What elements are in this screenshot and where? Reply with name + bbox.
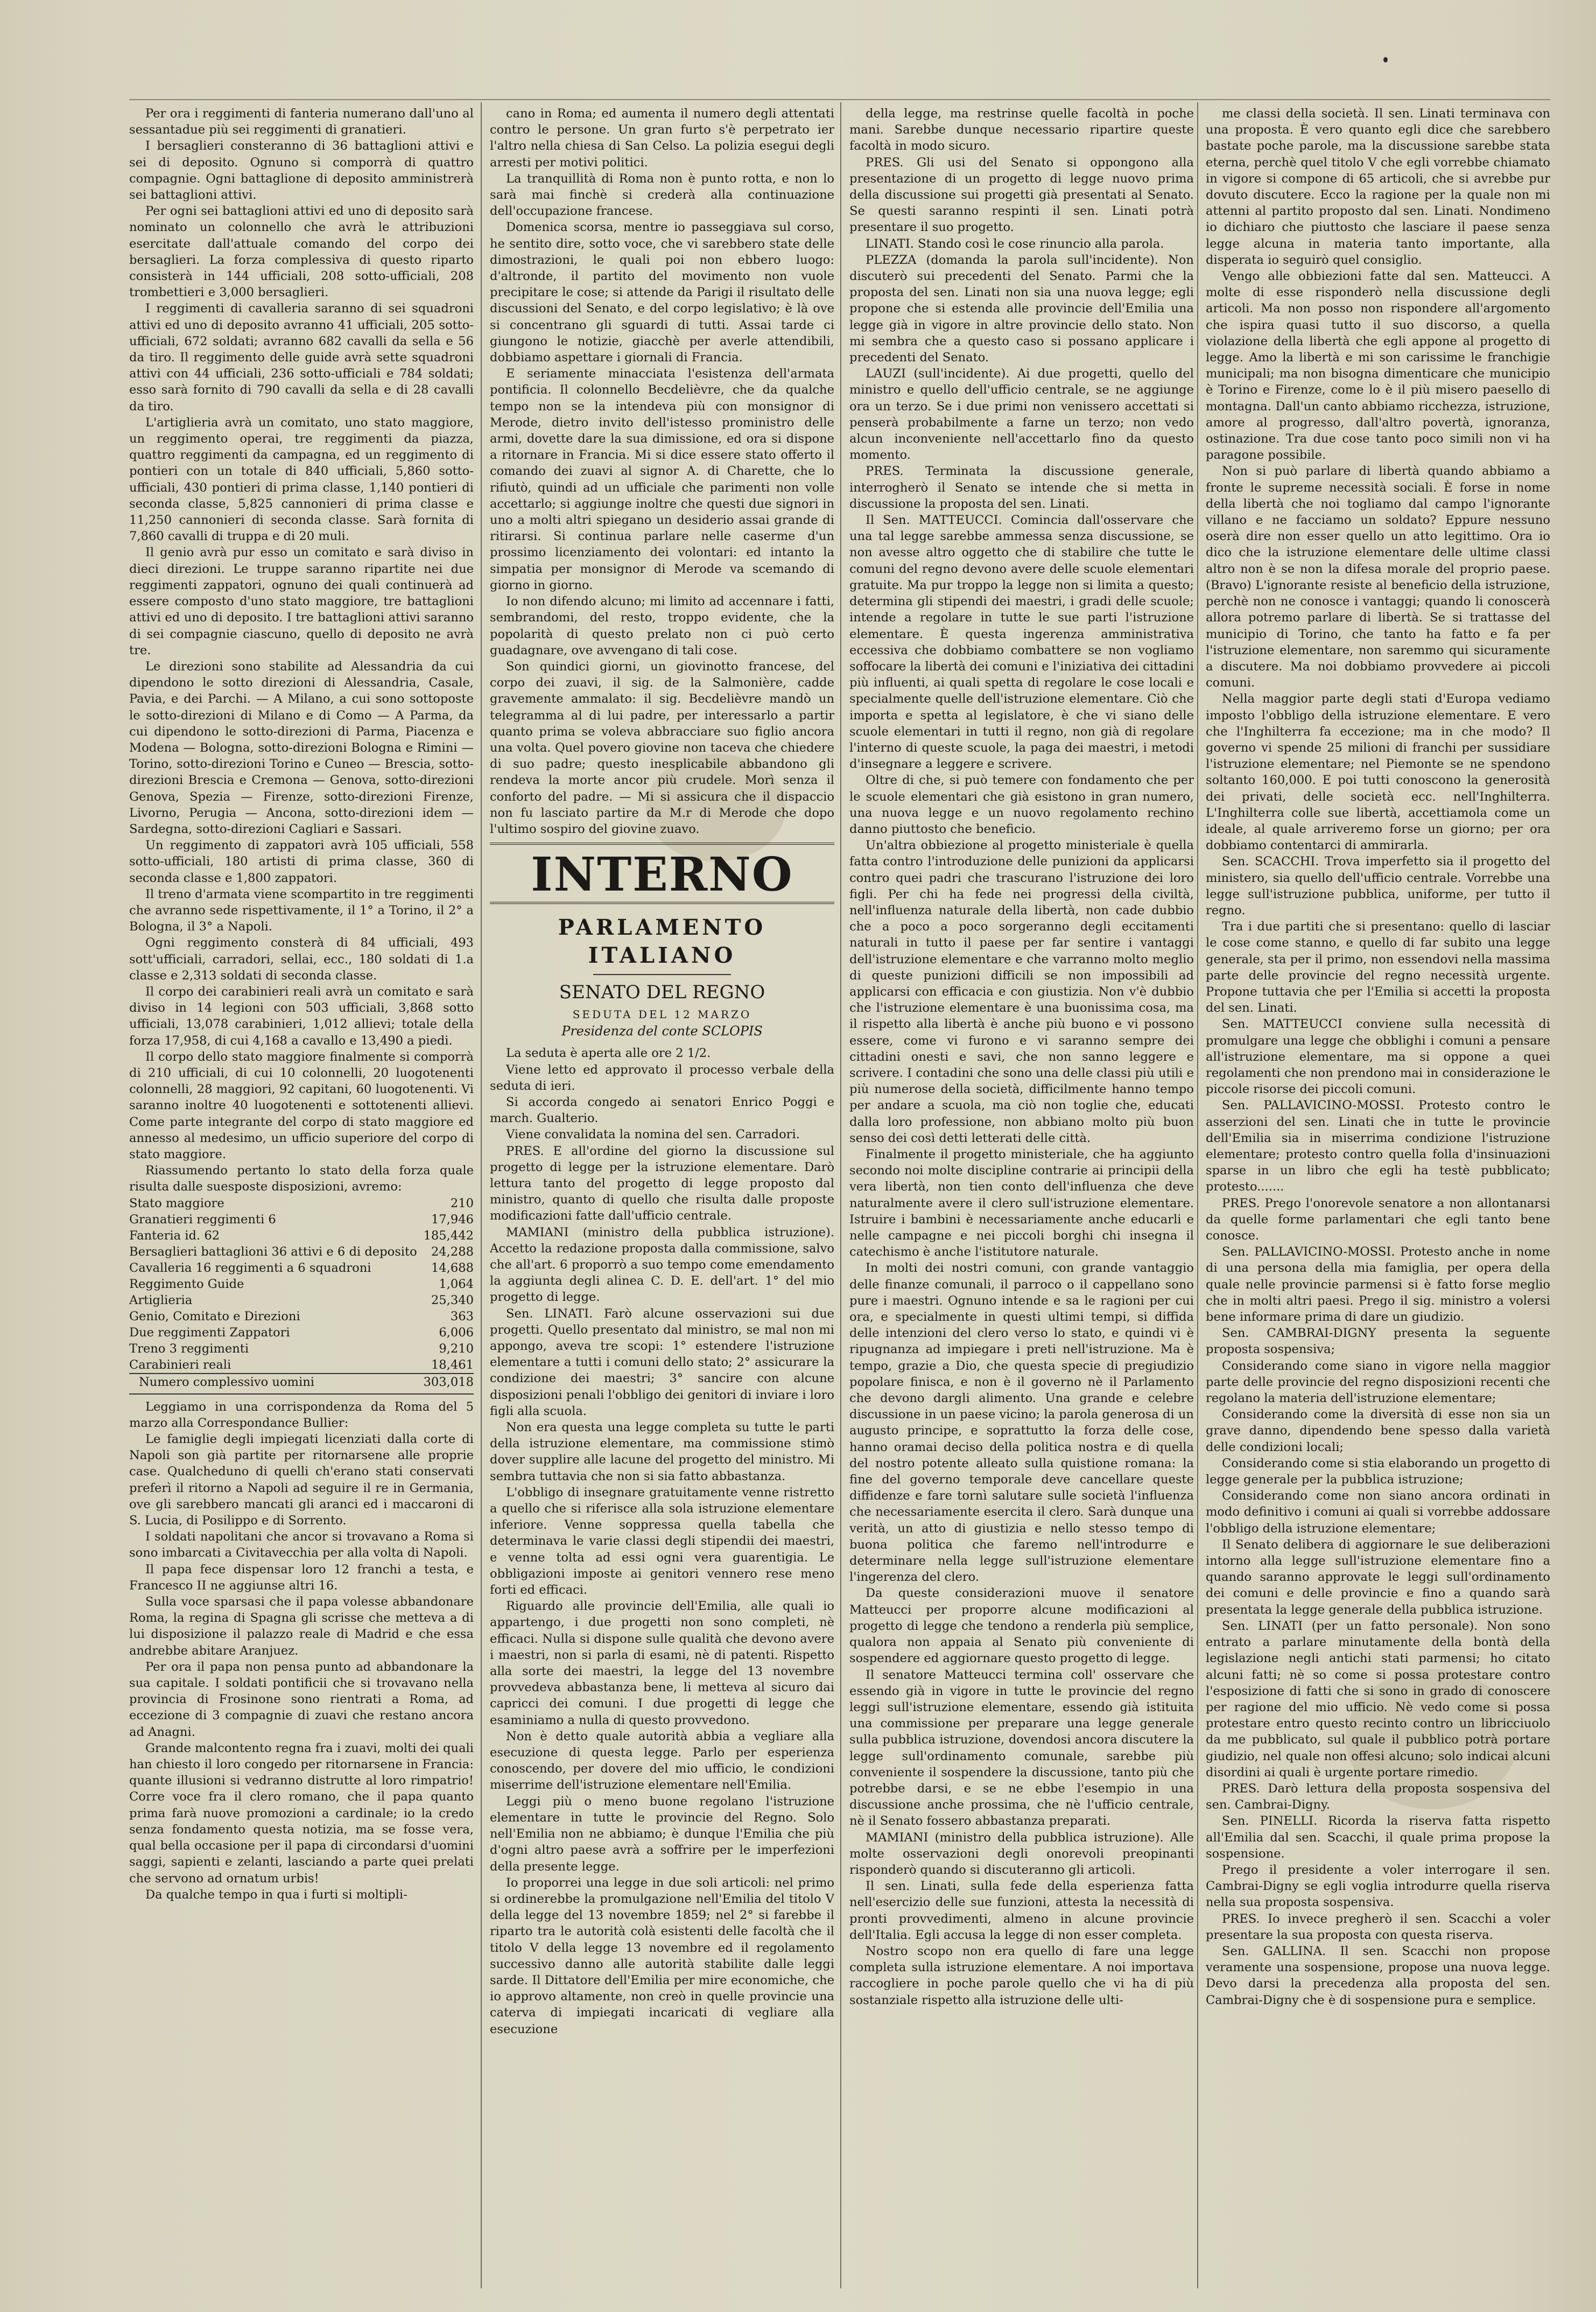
paragraph: Il papa fece dispensar loro 12 franchi a testa, e Francesco II ne aggiunse altri 16.	[129, 1562, 474, 1593]
paragraph: Sen. MATTEUCCI conviene sulla necessità di promulgare una legge che obblighi i comuni a pensare all'istruzione elementare, ma si oppone a quei regolamenti che non prendono mai in considerazione le piccole risorse dei piccoli comuni.	[1206, 1017, 1550, 1097]
table-total-value: 303,018	[423, 1374, 474, 1390]
paragraph: PRES. Terminata la discussione generale, interrogherò il Senato se intende che si metta in discussione la proposta del sen. Linati.	[849, 464, 1194, 511]
table-row	[129, 1292, 474, 1308]
section-title-interno: INTERNO	[490, 843, 834, 904]
table-cell-value: 363	[450, 1309, 474, 1323]
paragraph: La tranquillità di Roma non è punto rotta, e non lo sarà mai finchè si crederà alla continuazione dell'occupazione francese.	[490, 171, 834, 219]
table-cell-label: Due reggimenti Zappatori	[129, 1325, 290, 1340]
paragraph: Per ora i reggimenti di fanteria numerano dall'uno al sessantadue più sei reggimenti di granatieri.	[129, 107, 474, 137]
table-cell-value: 25,340	[431, 1293, 474, 1307]
paragraph: L'artiglieria avrà un comitato, uno stato maggiore, un reggimento operai, tre reggimenti da piazza, quattro reggimenti da campagna, ed un reggimento di pontieri con un totale di 840 ufficiali, 5,860 sotto-ufficiali, 430 pontieri di prima classe, 1,140 pontieri di seconda classe, 5,825 cannonieri di prima classe e 11,250 cannonieri di seconda classe. Sarà fornita di 7,860 cavalli di truppa e di 20 muli.	[129, 415, 474, 544]
paper-hole-mark	[1383, 57, 1388, 62]
paragraph: Grande malcontento regna fra i zuavi, molti dei quali han chiesto il loro congedo per ritornarsene in Francia: quante illusioni si vedranno distrutte al loro rimpatrio! Corre voce fra il clero romano, che il papa quanto prima farà nuove promozioni a cardinale; io la credo senza fondamento questa notizia, ma se fosse vera, qual bella occasione per il papa di circondarsi d'uomini saggi, sapienti e zelanti, lasciando a parte quei prelati che servono ad ornatum urbis!	[129, 1741, 474, 1886]
paragraph: Per ogni sei battaglioni attivi ed uno di deposito sarà nominato un colonnello che avrà le attribuzioni esercitate dall'attuale comando del corpo dei bersaglieri. La forza complessiva di questo riparto consisterà in 144 ufficiali, 208 sotto-ufficiali, 208 trombettieri e 3,000 bersaglieri.	[129, 204, 474, 300]
paragraph: Riguardo alle provincie dell'Emilia, alle quali io appartengo, i due progetti non sono completi, nè efficaci. Nulla si dispone sulle qualità che devono avere i maestri, non si parla di esami, nè di patenti. Rispetto alla sorte dei maestri, la legge del 13 novembre provvedeva abbastanza bene, li metteva al sicuro dai capricci dei comuni. I due progetti di legge che esaminiamo a nulla di questo provvedono.	[490, 1599, 834, 1727]
table-cell-value: 9,210	[439, 1341, 474, 1356]
section-header	[490, 843, 834, 1040]
table-cell-label: Cavalleria 16 reggimenti a 6 squadroni	[129, 1260, 371, 1275]
paragraph: Da qualche tempo in qua i furti si moltipli-	[145, 1887, 407, 1902]
table-cell-label: Treno 3 reggimenti	[129, 1341, 249, 1356]
paragraph: I reggimenti di cavalleria saranno di sei squadroni attivi ed uno di deposito avranno 41 ufficiali, 205 sotto-ufficiali, 672 soldati; avranno 682 cavalli da sella e 56 da tiro. Il reggimento delle guide avrà sette squadroni attivi con 44 ufficiali, 236 sotto-ufficiali e 784 soldati; esso sarà fornito di 790 cavalli da sella e di 28 cavalli da tiro.	[129, 302, 474, 414]
paragraph: Domenica scorsa, mentre io passeggiava sul corso, he sentito dire, sotto voce, che vi sarebbero state delle dimostrazioni, le quali poi non ebbero luogo: d'altronde, il partito del movimento non vuole precipitare le cose; si attende da Parigi il risultato delle discussioni del Senato, e del corpo legislativo; è là ove si concentrano gli sguardi di tutti. Assai tarde ci giungono le notizie, giacchè per averle attendibili, dobbiamo aspettare i giornali di Francia.	[490, 220, 834, 365]
paragraph: Il Sen. MATTEUCCI. Comincia dall'osservare che una tal legge sarebbe ammessa senza discussione, se non avesse altro oggetto che di stabilire che tutte le comuni del regno devono avere delle scuole elementari gratuite. Ma pur troppo la legge non si limita a questo; determina gli stipendi dei maestri, i gradi delle scuole; intende a regolare in tutte le sue parti l'istruzione elementare. È questa ingerenza amministrativa eccessiva che dobbiamo combattere se non vogliamo soffocare la libertà dei comuni e l'iniziativa dei cittadini più influenti, ai quali spetta di regolare le cose locali e specialmente quelle dell'istruzione elementare. Ciò che importa e spetta al legislatore, è che vi siano delle scuole elementari in tutti il regno, non già di regolare l'interno di queste scuole, la paga dei maestri, i metodi d'insegnare a leggere e scrivere.	[849, 513, 1194, 772]
paragraph: Io proporrei una legge in due soli articoli: nel primo si ordinerebbe la promulgazione nell'Emilia del titolo V della legge del 13 novembre 1859; nel 2° si farebbe il riparto tra le autorità colà esistenti delle facoltà che il titolo V della legge 13 novembre ed il regolamento successivo danno alle autorità stabilite dalle leggi sarde. Il Dittatore dell'Emilia per mire economiche, che io approvo altamente, non creò in quelle provincie una caterva di impiegati incaricati di vegliare alla esecuzione	[490, 1875, 834, 2036]
paragraph: PRES. E all'ordine del giorno la discussione sul progetto di legge per la istruzione elementare. Darò lettura tanto del progetto di legge proposto dal ministro, quanto di quello che risulta dalle proposte modificazioni fatte dall'ufficio centrale.	[490, 1144, 834, 1223]
column-rule	[1197, 102, 1198, 2288]
paragraph: LINATI. Stando così le cose rinuncio alla parola.	[866, 236, 1164, 251]
table-cell-label: Bersaglieri battaglioni 36 attivi e 6 di deposito	[129, 1244, 417, 1259]
paragraph: PRES. Darò lettura della proposta sospensiva del sen. Cambrai-Digny.	[1206, 1781, 1550, 1812]
paragraph: La seduta è aperta alle ore 2 1/2.	[506, 1046, 711, 1061]
paragraph: In molti dei nostri comuni, con grande vantaggio delle finanze comunali, il parroco o il cappellano sono pure i maestri. Ognuno intende e sa le ragioni per cui ora, e specialmente in questi ultimi tempi, si diffida delle intenzioni del clero verso lo stato, e quindi vi è ripugnanza ad impiegare i preti nell'istruzione. Ma è tempo, grazie a Dio, che questa specie di pregiudizio popolare finisca, e non è il governo nè il Parlamento che devono dargli alimento. Una grande e celebre discussione in un paese vicino; la parola generosa di un augusto principe, e soprattutto la forza delle cose, hanno oramai deciso della politica nostra e di quella del nostro potente alleato sulla quistione romana: la fine del governo temporale deve cancellare queste diffidenze e fare tornì salutare sulle società l'influenza che necessariamente esercita il clero. Sarà dunque una verità, un atto di giustizia e nello stesso tempo di buona politica che faremo nell'introdurre e determinare nella legge sull'istruzione elementare l'ingerenza del clero.	[849, 1261, 1194, 1585]
paragraph: Il corpo dei carabinieri reali avrà un comitato e sarà diviso in 14 legioni con 503 ufficiali, 3,868 sotto ufficiali, 13,078 carabinieri, 1,012 allievi; totale della forza 17,958, di cui 4,168 a cavallo e 13,490 a piedi.	[129, 984, 474, 1048]
army-strength-table	[129, 1195, 474, 1390]
paragraph: I soldati napolitani che ancor si trovavano a Roma si sono imbarcati a Civitavecchia per alla volta di Napoli.	[129, 1530, 474, 1560]
column-2	[490, 106, 834, 2286]
paragraph: Sen. PALLAVICINO-MOSSI. Protesto anche in nome di una persona della mia famiglia, per opera della quale nelle provincie parmensi si è fatto forse meglio che in molti altri paesi. Prego il sig. ministro a volersi bene informare prima di dare un giudizio.	[1206, 1245, 1550, 1325]
table-cell-value: 24,288	[431, 1244, 474, 1259]
paragraph: Il Senato delibera di aggiornare le sue deliberazioni intorno alla legge sull'istruzione elementare fino a quando saranno approvate le leggi sull'ordinamento dei comuni e delle provincie e fino a quando sarà presentata la legge generale della pubblica istruzione.	[1206, 1537, 1550, 1617]
paragraph: Riassumendo pertanto lo stato della forza quale risulta dalle suesposte disposizioni, avremo:	[129, 1164, 474, 1194]
paragraph: PLEZZA (domanda la parola sull'incidente). Non discuterò sui precedenti del Senato. Parmi che la proposta del sen. Linati non sia una nuova legge; egli propone che si estenda alle provincie dell'Emilia una legge già in vigore in altre provincie dello stato. Non mi sembra che a questo caso si possano applicare i precedenti del Senato.	[849, 253, 1194, 365]
table-row	[129, 1276, 474, 1292]
paragraph: Viene convalidata la nomina del sen. Carradori.	[506, 1127, 800, 1142]
paragraph: Il treno d'armata viene scompartito in tre reggimenti che avranno sede rispettivamente, il 1° a Torino, il 2° a Bologna, il 3° a Napoli.	[129, 887, 474, 934]
paragraph: E seriamente minacciata l'esistenza dell'armata pontificia. Il colonnello Becdelièvre, che da qualche tempo non se la intendeva più con monsignor di Merode, dietro invito dell'istesso proministro delle armi, dovette dare la sua dimissione, ed ora si dispone a ritornare in Francia. Mi si dice essere stato offerto il comando dei zuavi al signor A. di Charette, che lo rifiutò, quindi ad un ufficiale che parimenti non volle accettarlo; si aggiunge inoltre che questi due signori in uno a molti altri spiegano un desiderio assai grande di ritirarsi. Si continua parlare nelle caserme d'un prossimo licenziamento dei volontari: ed intanto la simpatia per monsignor di Merode va scemando di giorno in giorno.	[490, 367, 834, 592]
paragraph: cano in Roma; ed aumenta il numero degli attentati contro le persone. Un gran furto s'è perpetrato ier l'altro nella chiesa di San Celso. La polizia esegui degli arresti per motivi politici.	[490, 107, 834, 170]
paragraph: me classi della società. Il sen. Linati terminava con una proposta. È vero quanto egli dice che sarebbero bastate poche parole, ma la discussione sarebbe stata eterna, perchè quel titolo V che egli vorrebbe chiamato in vigore si compone di 65 articoli, che si avrebbe pur dovuto discutere. Ecco la ragione per la quale non mi attenni al partito proposto dal sen. Linati. Nondimeno io dichiaro che piuttosto che lasciare il paese senza legge alcuna in materia tanto importante, alla disperata io seguirò quel consiglio.	[1206, 107, 1550, 267]
table-cell-value: 18,461	[431, 1357, 474, 1372]
paragraph: Il sen. Linati, sulla fede della esperienza fatta nell'esercizio delle sue funzioni, attesta la necessità di pronti provvedimenti, almeno in alcune provincie dell'Italia. Egli accusa la legge di non esser completa.	[849, 1879, 1194, 1942]
table-cell-value: 1,064	[439, 1277, 474, 1291]
table-row	[129, 1228, 474, 1244]
top-rule	[129, 99, 1550, 100]
paragraph: Son quindici giorni, un giovinotto francese, del corpo dei zuavi, il sig. de la Salmonière, cadde gravemente ammalato: il sig. Becdelièvre mandò un telegramma al di lui padre, per interessarlo a partir quanto prima se voleva abbracciare suo figlio ancora una volta. Quel povero giovine non taceva che chiedere di suo padre; questo inesplicabile abbandono gli rendeva la morte ancor più crudele. Morì senza il conforto del padre. — Mi si assicura che il dispaccio non fu lasciato partire da M.r di Merode che dopo l'ultimo sospiro del giovine zuavo.	[490, 659, 834, 836]
paragraph: Nella maggior parte degli stati d'Europa vediamo imposto l'obbligo della istruzione elementare. E vero che l'Inghilterra fa eccezione; ma in che modo? Il governo vi spende 25 milioni di franchi per sussidiare l'istruzione elementare; nel Piemonte se ne spendono soltanto 160,000. E poi tutti conoscono la generosità dei privati, delle società ecc. nell'Inghilterra. L'Inghilterra colle sue libertà, accettiamola come un ideale, al quale arriveremo forse un giorno; per ora dobbiamo contentarci di ammirarla.	[1206, 692, 1550, 853]
paragraph: Si accorda congedo ai senatori Enrico Poggi e march. Gualterio.	[490, 1095, 834, 1126]
paragraph: PRES. Io invece pregherò il sen. Scacchi a voler presentare la sua proposta con questa riserva.	[1206, 1911, 1550, 1942]
column-3	[849, 106, 1194, 2286]
paragraph: Ogni reggimento consterà di 84 ufficiali, 493 sott'ufficiali, carradori, sellai, ecc., 180 soldati di 1.a classe e 2,313 soldati di seconda classe.	[129, 936, 474, 983]
table-cell-label: Granatieri reggimenti 6	[129, 1212, 276, 1227]
column-rule	[840, 102, 841, 2288]
paragraph: Un'altra obbiezione al progetto ministeriale è quella fatta contro l'introduzione delle punizioni da applicarsi contro quei padri che trascurano l'istruzione dei loro figli. Per chi ha fede nei progressi della civiltà, nell'influenza naturale della libertà, non cade dubbio che a poco a poco sorgeranno degli eccitamenti naturali in tutto il paese per far sentire i vantaggi dell'istruzione elementare e che varranno molto meglio di queste punizioni difficili se non impossibili ad applicarsi con efficacia e con giustizia. Non v'è dubbio che l'istruzione elementare è una buonissima cosa, ma il rispetto alla libertà è anche più buono e vi possono essere, come vi furono e vi saranno sempre dei cittadini onesti e savi, che non sanno leggere e scrivere. I contadini che sono una delle classi più utili e più numerose della società, difficilmente hanno tempo per andare a scuola, ma ciò non toglie che, educati dalla loro professione, non abbiano molto più buon senso dei così detti letterati delle città.	[849, 838, 1194, 1145]
sitting-date: SEDUTA DEL 12 MARZO	[572, 1008, 752, 1021]
paragraph: Considerando come non siano ancora ordinati in modo definitivo i comuni ai quali si vorrebbe addossare l'obbligo della istruzione elementare;	[1206, 1489, 1550, 1536]
paragraph: Sen. LINATI. Farò alcune osservazioni sui due progetti. Quello presentato dal ministro, se mal non mi appongo, aveva tre scopi: 1° estendere l'istruzione elementare a tutti i comuni dello stato; 2° assicurare la condizione dei maestri; 3° sancire con alcune disposizioni penali l'obbligo dei genitori di inviare i loro figli alla scuola.	[490, 1306, 834, 1418]
table-cell-label: Genio, Comitato e Direzioni	[129, 1309, 300, 1323]
paragraph: Le direzioni sono stabilite ad Alessandria da cui dipendono le sotto direzioni di Alessandria, Casale, Pavia, e dei Parchi. — A Milano, a cui sono sottoposte le sotto-direzioni di Milano e di Como — A Parma, da cui dipendono le sotto-direzioni di Parma, Piacenza e Modena — Bologna, sotto-direzioni Bologna e Rimini — Torino, sotto-direzioni Torino e Cuneo — Brescia, sotto-direzioni Brescia e Cremona — Genova, sotto-direzioni Genova, Spezia — Firenze, sotto-direzioni Firenze, Livorno, Perugia — Ancona, sotto-direzioni idem — Sardegna, sotto-direzioni Cagliari e Sassari.	[129, 659, 474, 836]
paragraph: Il genio avrà pur esso un comitato e sarà diviso in dieci direzioni. Le truppe saranno ripartite nei due reggimenti zappatori, ognuno dei quali continuerà ad essere composto d'uno stato maggiore, tre battaglioni attivi ed uno di deposito. I tre battaglioni attivi saranno di sei compagnie ciascuno, quello di deposito ne avrà tre.	[129, 545, 474, 657]
paragraph: Un reggimento di zappatori avrà 105 ufficiali, 558 sotto-ufficiali, 180 artisti di prima classe, 360 di seconda classe e 1,800 zappatori.	[129, 838, 474, 885]
table-cell-value: 17,946	[431, 1212, 474, 1227]
paragraph: Finalmente il progetto ministeriale, che ha aggiunto secondo noi molte discipline contrarie ai principii della vera libertà, non tien conto dell'influenza che deve naturalmente avere il clero sull'istruzione elementare. Istruire i bambini è necessariamente anche educarli e nelle campagne e nei piccoli borghi chi insegna il catechismo è anche l'istitutore naturale.	[849, 1147, 1194, 1259]
table-row	[129, 1195, 474, 1211]
paragraph: PRES. Gli usi del Senato si oppongono alla presentazione di un progetto di legge nuovo prima della discussione sui progetti già presentati al Senato. Se questi saranno respinti il sen. Linati potrà presentare il suo progetto.	[849, 155, 1194, 235]
paragraph: Considerando come si stia elaborando un progetto di legge generale per la pubblica istruzione;	[1206, 1456, 1550, 1487]
table-row	[129, 1357, 474, 1374]
paragraph: Leggi più o meno buone regolano l'istruzione elementare in tutte le provincie del Regno. Solo nell'Emilia non ne abbiamo; è dunque l'Emilia che più d'ogni altro paese avrà a soffrire per le imperfezioni della presente legge.	[490, 1794, 834, 1874]
table-row	[129, 1244, 474, 1260]
paragraph: Da queste considerazioni muove il senatore Matteucci per proporre alcune modificazioni al progetto di legge che tendono a renderla più semplice, qualora non appaia al Senato più conveniente di sospendere ed aggiornare questo progetto di legge.	[849, 1586, 1194, 1666]
paragraph: Sulla voce sparsasi che il papa volesse abbandonare Roma, la regina di Spagna gli scrisse che metteva a di lui disposizione il palazzo reale di Madrid e che essa andrebbe abitare Aranjuez.	[129, 1595, 474, 1658]
paragraph: Oltre di che, si può temere con fondamento che per le scuole elementari che già esistono in gran numero, una nuova legge e un nuovo regolamento rechino danno piuttosto che beneficio.	[849, 773, 1194, 836]
paragraph: Sen. SCACCHI. Trova imperfetto sia il progetto del ministero, sia quello dell'ufficio centrale. Vorrebbe una legge sull'istruzione pubblica, uniforme, per tutto il regno.	[1206, 854, 1550, 917]
paragraph: Io non difendo alcuno; mi limito ad accennare i fatti, sembrandomi, del resto, troppo evidente, che la popolarità di questo prelato non ci può certo guadagnare, ove avvengano di tali cose.	[490, 594, 834, 657]
paragraph: Prego il presidente a voler interrogare il sen. Cambrai-Digny se egli voglia introdurre quella riserva nella sua proposta sospensiva.	[1206, 1862, 1550, 1910]
paragraph: della legge, ma restrinse quelle facoltà in poche mani. Sarebbe dunque necessario ripartire queste facoltà in modo sicuro.	[849, 107, 1194, 153]
paragraph: Sen. LINATI (per un fatto personale). Non sono entrato a parlare minutamente della bontà della legislazione negli antichi stati parmensi; ho citato alcuni fatti; nè so come si possa protestare contro l'esposizione di fatti che si sono in grado di conoscere per ragione del mio ufficio. Nè vedo come si possa protestare entro questo recinto contro un libricciuolo da me pubblicato, sul quale il pubblico potrà portare giudizio, nel quale non offesi alcuno; solo indicai alcuni disordini ai quali è urgente portare rimedio.	[1206, 1619, 1550, 1779]
table-row	[129, 1325, 474, 1341]
column-1	[129, 106, 474, 2286]
table-cell-value: 6,006	[439, 1325, 474, 1340]
table-total-row	[129, 1374, 474, 1390]
paragraph: PRES. Prego l'onorevole senatore a non allontanarsi da quelle forme parlamentari che egli tanto bene conosce.	[1206, 1196, 1550, 1243]
table-cell-label: Artiglieria	[129, 1293, 193, 1307]
paragraph: Per ora il papa non pensa punto ad abbandonare la sua capitale. I soldati pontificii che si trovavano nella provincia di Frosinone sono rientrati a Roma, ad eccezione di 3 compagnie di zuavi che restano ancora ad Anagni.	[129, 1659, 474, 1739]
paragraph: Considerando come la diversità di esse non sia un grave danno, dipendendo bene spesso dalla varietà delle condizioni locali;	[1206, 1407, 1550, 1454]
table-cell-label: Carabinieri reali	[129, 1357, 231, 1372]
table-cell-label: Reggimento Guide	[129, 1277, 244, 1291]
table-cell-value: 210	[450, 1196, 474, 1210]
table-row	[129, 1308, 474, 1325]
paragraph: LAUZI (sull'incidente). Ai due progetti, quello del ministro e quello dell'ufficio centrale, se ne aggiunge ora un terzo. Se i due primi non venissero accettati si penserà probabilmente a farne un terzo; non vedo alcun inconveniente nell'accettarlo fino da questo momento.	[849, 367, 1194, 463]
paragraph: Non si può parlare di libertà quando abbiamo a fronte le supreme necessità sociali. È forse in nome della libertà che noi togliamo dal campo l'ignorante villano e ne facciamo un soldato? Eppure nessuno oserà dire non esser quello un atto legittimo. Ora io dico che la istruzione elementare delle ultime classi altro non è se non la difesa morale del proprio paese. (Bravo) L'ignorante resiste al beneficio della istruzione, perchè non ne conosce i vantaggi; quando li conoscerà allora potremo parlare di libertà. Se si trattasse del municipio di Torino, che tanto ha fatto e fa per l'istruzione elementare, non saremmo qui sicuramente a discutere. Ma noi dobbiamo provvedere ai piccoli comuni.	[1206, 464, 1550, 690]
paragraph: Il corpo dello stato maggiore finalmente si comporrà di 210 ufficiali, di cui 10 colonnelli, 20 luogotenenti colonnelli, 28 maggiori, 92 capitani, 60 luogotenenti. Vi saranno inoltre 40 luogotenenti e sottotenenti allievi. Come parte integrante del corpo di stato maggiore ed annesso al medesimo, un ufficio superiore del corpo di stato maggiore.	[129, 1049, 474, 1161]
paragraph: I bersaglieri consteranno di 36 battaglioni attivi e sei di deposito. Ognuno si comporrà di quattro compagnie. Ogni battaglione di deposito amministrerà sei battaglioni attivi.	[129, 139, 474, 202]
column-4	[1206, 106, 1550, 2286]
table-cell-value: 185,442	[423, 1228, 474, 1243]
section-divider	[129, 1393, 474, 1395]
paragraph: Sen. PINELLI. Ricorda la riserva fatta rispetto all'Emilia dal sen. Scacchi, il quale prima propose la sospensione.	[1206, 1814, 1550, 1861]
paragraph: Tra i due partiti che si presentano: quello di lasciar le cose come stanno, e quello di far subito una legge generale, sta per il primo, non essendovi nella massima parte delle provincie del regno necessità urgente. Propone tuttavia che per l'Emilia si accetti la proposta del sen. Linati.	[1206, 920, 1550, 1015]
paragraph: MAMIANI (ministro della pubblica istruzione). Accetto la redazione proposta dalla commissione, salvo che all'art. 6 proporrò a suo tempo come emendamento la aggiunta degli alinea C. D. E. dell'art. 1° del mio progetto di legge.	[490, 1225, 834, 1305]
paragraph: L'obbligo di insegnare gratuitamente venne ristretto a quello che si riferisce alla sola istruzione elementare inferiore. Venne soppressa quella tabella che determinava le varie classi degli stipendii dei maestri, e venne tolta ad essi ogni vera guarentigia. Le obbligazioni imposte ai genitori vennero rese meno forti ed efficaci.	[490, 1485, 834, 1598]
paragraph: Sen. PALLAVICINO-MOSSI. Protesto contro le asserzioni del sen. Linati che in tutte le provincie dell'Emilia sia in miserrima condizione l'istruzione elementare; protesto contro quella folla d'insinuazioni sparse in un libro che egli ha testè pubblicato; protesto.......	[1206, 1098, 1550, 1194]
table-total-label: Numero complessivo uomini	[129, 1374, 423, 1390]
presidency-line: Presidenza del conte SCLOPIS	[561, 1024, 763, 1039]
paragraph: MAMIANI (ministro della pubblica istruzione). Alle molte osservazioni degli onorevoli preopinanti risponderò quando si discuteranno gli articoli.	[849, 1830, 1194, 1877]
paragraph: Considerando come siano in vigore nella maggior parte delle provincie del regno disposizioni recenti che regolano la materia dell'istruzione elementare;	[1206, 1358, 1550, 1406]
paragraph: Le famiglie degli impiegati licenziati dalla corte di Napoli son già partite per ritornarsene alle proprie case. Qualcheduno di quelli ch'erano stati conservati preferì il ritorno a Napoli ad seguire il re in Germania, ove gli sarebbero mancati gli aranci ed i maccaroni di S. Lucia, di Posilippo e di Sorrento.	[129, 1432, 474, 1528]
paragraph: Vengo alle obbiezioni fatte dal sen. Matteucci. A molte di esse risponderò nella discussione degli articoli. Ma non posso non rispondere all'argomento che ispira quasi tutto il suo discorso, a quella violazione della libertà che egli appone al progetto di legge. Amo la libertà e mi son carissime le franchigie municipali; ma non bisogna dimenticare che municipio è Torino e Firenze, come lo è il più misero paesello di montagna. Dall'un canto abbiamo ricchezza, istruzione, amore al progresso, dall'altro povertà, ignoranza, ostinazione. Tra due cose tanto poco simili non vi ha paragone possibile.	[1206, 269, 1550, 463]
parliament-heading: PARLAMENTO ITALIANO	[558, 915, 767, 969]
column-rule	[481, 102, 482, 2288]
table-row	[129, 1341, 474, 1357]
paragraph: Nostro scopo non era quello di fare una legge completa sulla istruzione elementare. A noi importava raccogliere in poche parole quello che vi ha di più sostanziale rispetto alla istruzione delle ulti-	[849, 1944, 1194, 2007]
paragraph: Non è detto quale autorità abbia a vegliare alla esecuzione di questa legge. Parlo per esperienza conoscendo, per dovere del mio ufficio, le condizioni miserrime dell'istruzione elementare nell'Emilia.	[490, 1729, 834, 1792]
paragraph: Non era questa una legge completa su tutte le parti della istruzione elementare, ma commissione stimò dover supplire alle lacune del progetto del ministro. Mi sembra tuttavia che non si sia fatto abbastanza.	[490, 1420, 834, 1483]
table-cell-label: Fanteria id. 62	[129, 1228, 220, 1243]
paragraph: Sen. CAMBRAI-DIGNY presenta la seguente proposta sospensiva;	[1206, 1326, 1550, 1357]
paragraph: Leggiamo in una corrispondenza da Roma del 5 marzo alla Correspondance Bullier:	[129, 1399, 474, 1430]
table-cell-label: Stato maggiore	[129, 1196, 224, 1210]
paragraph: Il senatore Matteucci termina coll' osservare che essendo già in vigore in tutte le provincie del regno leggi sull'istruzione elementare, essendo già istituita una commissione per preparare una legge generale sulla pubblica istruzione, dovendosi ancora discutere la legge sull'ordinamento comunale, sarebbe più conveniente il sospendere la discussione, tanto più che potrebbe darsi, e se ne ebbe l'esempio in una discussione anche prossima, che nè l'ufficio centrale, nè il Senato fossero abbastanza preparati.	[849, 1668, 1194, 1828]
table-row	[129, 1260, 474, 1276]
senate-heading: SENATO DEL REGNO	[559, 982, 765, 1004]
paragraph: Sen. GALLINA. Il sen. Scacchi non propose veramente una sospensione, propose una nuova legge. Devo darsi la precedenza alla proposta del sen. Cambrai-Digny che è di sospensione pura e semplice.	[1206, 1944, 1550, 2007]
table-row	[129, 1211, 474, 1228]
table-cell-value: 14,688	[431, 1260, 474, 1275]
heading-rule	[593, 974, 731, 975]
paragraph: Viene letto ed approvato il processo verbale della seduta di ieri.	[490, 1062, 834, 1093]
